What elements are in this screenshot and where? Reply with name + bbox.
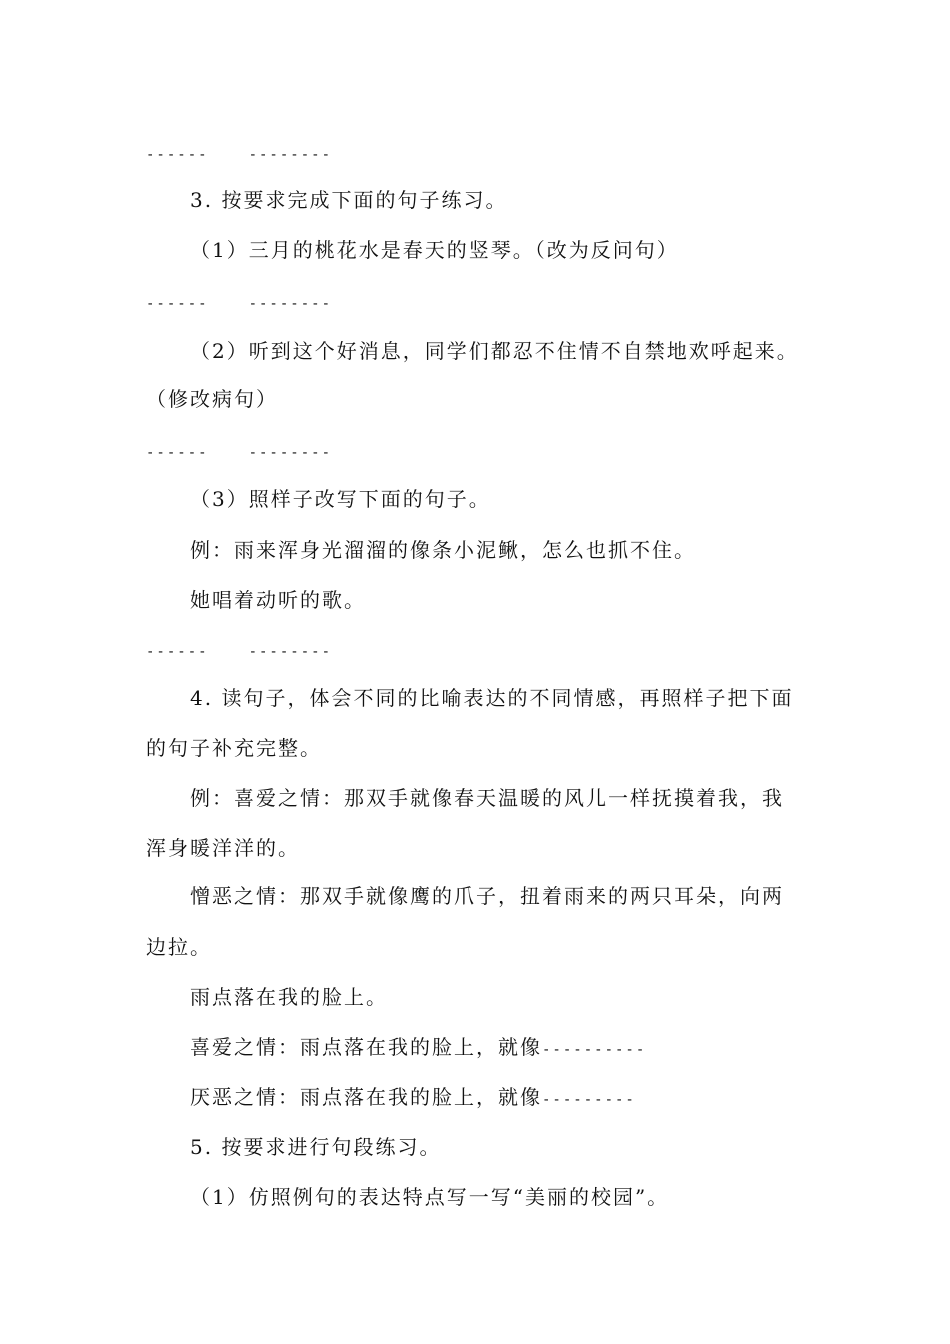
question-5-title: 5. 按要求进行句段练习。 <box>190 1135 442 1159</box>
question-4-line1: 4. 读句子，体会不同的比喻表达的不同情感，再照样子把下面 <box>190 686 794 710</box>
blank-part-b: -------- <box>248 296 333 312</box>
question-3-2-line1: （2）听到这个好消息，同学们都忍不住情不自禁地欢呼起来。 <box>190 339 799 363</box>
question-3-title: 3. 按要求完成下面的句子练习。 <box>190 188 508 212</box>
blank-part-b: -------- <box>248 445 333 461</box>
answer-blank-2[interactable] <box>146 297 332 311</box>
blank-part-b: -------- <box>248 644 333 660</box>
question-4-line2: 的句子补充完整。 <box>146 736 322 760</box>
blank-part-a: ------ <box>146 445 209 461</box>
question-4-example-line1: 例：喜爱之情：那双手就像春天温暖的风儿一样抚摸着我，我 <box>190 786 784 810</box>
answer-blank-4[interactable] <box>146 645 332 659</box>
question-4-love <box>190 1037 646 1057</box>
question-3-3: （3）照样子改写下面的句子。 <box>190 487 491 511</box>
question-5-1: （1）仿照例句的表达特点写一写“美丽的校园”。 <box>190 1185 670 1209</box>
question-4-hate-line1: 憎恶之情：那双手就像鹰的爪子，扭着雨来的两只耳朵，向两 <box>190 884 784 908</box>
dislike-answer-blank[interactable]: --------- <box>542 1092 636 1108</box>
question-3-3-sentence: 她唱着动听的歌。 <box>190 588 366 612</box>
question-4-sentence: 雨点落在我的脸上。 <box>190 985 388 1009</box>
question-3-1: （1）三月的桃花水是春天的竖琴。（改为反问句） <box>190 238 679 262</box>
blank-part-a: ------ <box>146 147 209 163</box>
answer-blank-1[interactable] <box>146 148 332 162</box>
love-prompt: 喜爱之情：雨点落在我的脸上，就像 <box>190 1035 542 1059</box>
blank-part-b: -------- <box>248 147 333 163</box>
question-3-2-line2: （修改病句） <box>146 387 278 411</box>
love-answer-blank[interactable]: ---------- <box>542 1042 647 1058</box>
answer-blank-3[interactable] <box>146 446 332 460</box>
blank-part-a: ------ <box>146 296 209 312</box>
question-3-3-example: 例：雨来浑身光溜溜的像条小泥鳅，怎么也抓不住。 <box>190 538 696 562</box>
dislike-prompt: 厌恶之情：雨点落在我的脸上，就像 <box>190 1085 542 1109</box>
blank-part-a: ------ <box>146 644 209 660</box>
question-4-example-line2: 浑身暖洋洋的。 <box>146 836 300 860</box>
question-4-hate-line2: 边拉。 <box>146 935 212 959</box>
question-4-dislike <box>190 1087 636 1107</box>
